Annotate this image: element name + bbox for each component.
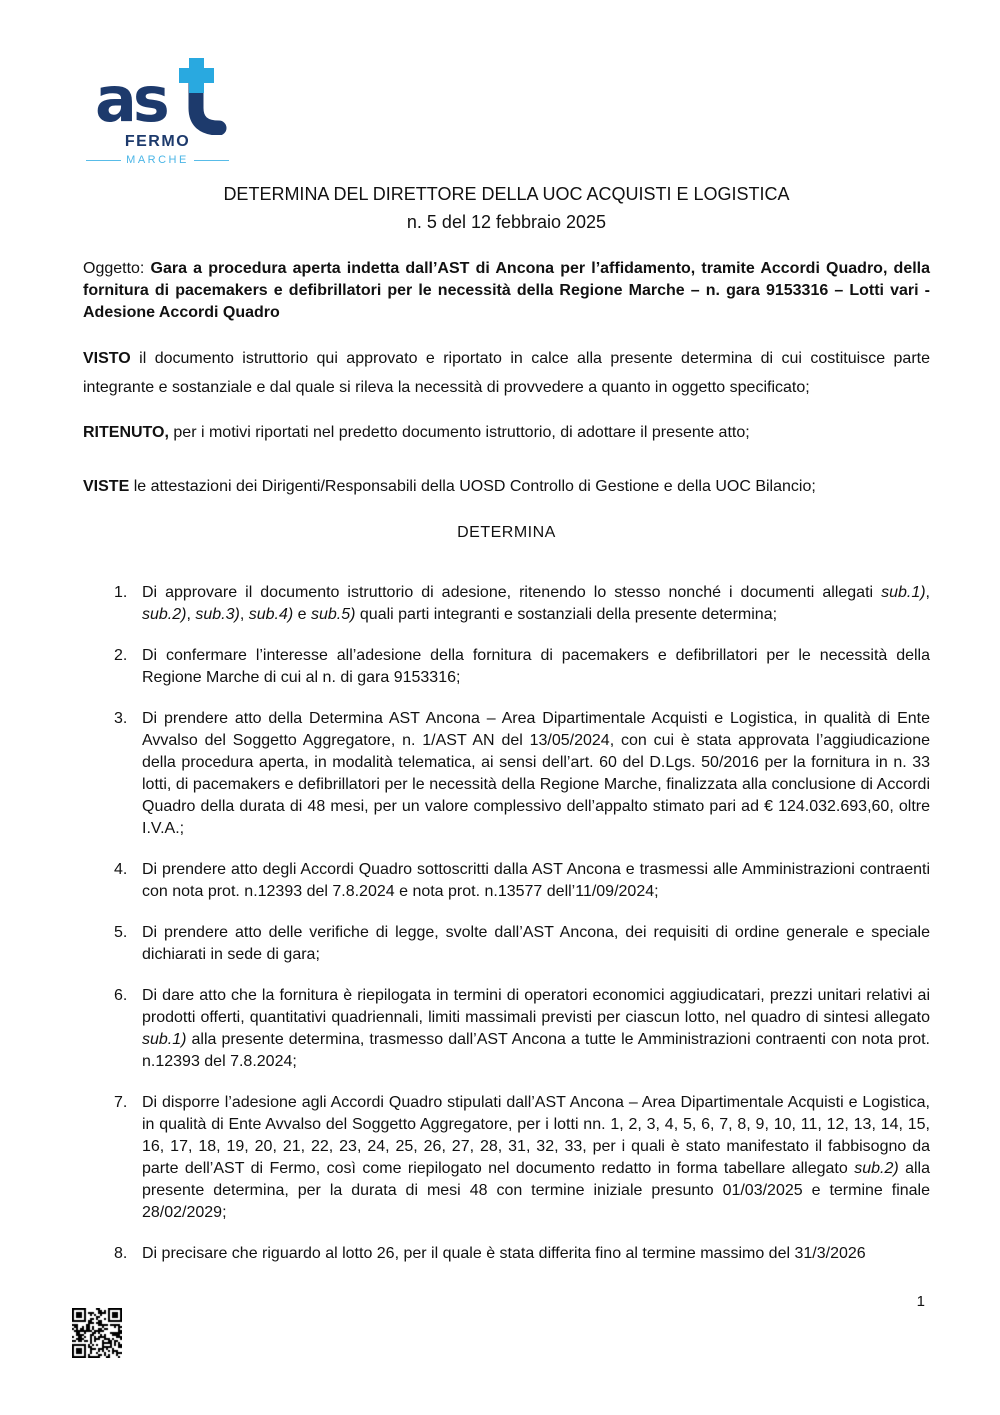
- item-text-part-italic: sub.5): [310, 606, 356, 623]
- document-title-block: [83, 180, 930, 236]
- list-item-1-number: 1.: [114, 584, 128, 601]
- list-item-4-number: 4.: [114, 861, 128, 878]
- document-number: n. 5 del 12 febbraio 2025: [406, 212, 607, 232]
- item-text-part: Di confermare l’interesse all’adesione della fornitura di pacemakers e defibrillatori per le necessità della Regione Marche di cui al n. di gara 9153316;: [142, 647, 930, 686]
- logo-region-row: [86, 154, 229, 166]
- recital-visto: [83, 344, 930, 402]
- item-text-part-italic: sub.1): [881, 584, 926, 601]
- list-item-6-number: 6.: [114, 987, 128, 1004]
- logo-rule-left: [86, 160, 121, 161]
- document-title: DETERMINA DEL DIRETTORE DELLA UOC ACQUISTI E LOGISTICA: [223, 184, 790, 204]
- list-item-6-text: [142, 985, 930, 1073]
- subject-paragraph: [83, 258, 930, 324]
- list-item-3-text: [142, 708, 930, 840]
- item-text-part: Di disporre l’adesione agli Accordi Quadro stipulati dall’AST Ancona – Area Dipartimentale Acquisti e Logistica, in qualità di Ente Avvalso del Soggetto Aggregatore, per i lotti nn. 1, 2, 3, 4, 5, 6, 7, 8, 9, 10, 11, 12, 13, 14, 15, 16, 17, 18, 19, 20, 21, 22, 23, 24, 25, 26, 27, 28, 31, 32, 33, per i quali è stato manifestato il fabbisogno da parte dell’AST di Fermo, così come riepilogato nel documento redatto in forma tabellare allegato: [142, 1094, 930, 1177]
- recital-visto-text: il documento istruttorio qui approvato e riportato in calce alla presente determina di cui costituisce parte integrante e sostanziale e dal quale si rileva la necessità di provvedere a quanto in oggetto specificato;: [83, 350, 930, 396]
- subject-text: Gara a procedura aperta indetta dall’AST di Ancona per l’affidamento, tramite Accordi Quadro, della fornitura di pacemakers e defibrillatori per le necessità della Regione Marche – n. gara 9153316 – Lotti vari - Adesione Accordi Quadro: [83, 260, 931, 321]
- item-text-part: ,: [186, 606, 196, 623]
- list-item-7-text: [142, 1092, 930, 1224]
- qr-code-icon: [72, 1308, 122, 1358]
- list-item-4-text: [142, 859, 930, 903]
- item-text-part-italic: sub.4): [248, 606, 294, 623]
- list-item-5: [83, 922, 930, 966]
- list-item-5-text: [142, 922, 930, 966]
- recital-viste-text: le attestazioni dei Dirigenti/Responsabili della UOSD Controllo di Gestione e della UOC Bilancio;: [133, 478, 816, 495]
- ast-logo-icon: [95, 55, 230, 135]
- list-item-1: [83, 582, 930, 626]
- item-text-part: ,: [925, 584, 930, 601]
- ast-fermo-logo: [95, 55, 285, 166]
- subject-label: Oggetto:: [83, 260, 145, 277]
- list-item-7-number: 7.: [114, 1094, 128, 1111]
- determina-heading: DETERMINA: [457, 524, 556, 541]
- item-text-part: ,: [239, 606, 249, 623]
- logo-plus-horizontal: [179, 68, 214, 83]
- list-item-2-text: [142, 645, 930, 689]
- page-number: 1: [916, 1293, 925, 1310]
- recital-viste: [83, 472, 930, 501]
- determina-items-list: [83, 582, 930, 1265]
- recital-ritenuto: [83, 418, 930, 447]
- list-item-3: [83, 708, 930, 840]
- logo-region-label: MARCHE: [126, 154, 189, 166]
- item-text-part-italic: sub.1): [142, 1031, 187, 1048]
- item-text-part: Di prendere atto delle verifiche di legge, svolte dall’AST Ancona, dei requisiti di ordine generale e speciale dichiarati in sede di gara;: [142, 924, 930, 963]
- list-item-2-number: 2.: [114, 647, 128, 664]
- list-item-8-number: 8.: [114, 1245, 128, 1262]
- list-item-3-number: 3.: [114, 710, 128, 727]
- list-item-6: [83, 985, 930, 1073]
- logo-rule-right: [194, 160, 229, 161]
- recital-visto-lead: VISTO: [83, 350, 131, 367]
- item-text-part: Di approvare il documento istruttorio di adesione, ritenendo lo stesso nonché i documenti allegati: [142, 584, 882, 601]
- recital-ritenuto-text: per i motivi riportati nel predetto documento istruttorio, di adottare il presente atto;: [173, 424, 750, 441]
- item-text-part-italic: sub.2): [854, 1160, 899, 1177]
- recital-ritenuto-lead: RITENUTO,: [83, 424, 169, 441]
- list-item-7: [83, 1092, 930, 1224]
- item-text-part: alla presente determina, per la durata di mesi 48 con termine iniziale presunto 01/03/2025 e termine finale 28/02/2029;: [142, 1160, 931, 1221]
- list-item-8: [83, 1243, 930, 1265]
- item-text-part: quali parti integranti e sostanziali della presente determina;: [355, 606, 778, 623]
- item-text-part-italic: sub.3): [195, 606, 240, 623]
- list-item-5-number: 5.: [114, 924, 128, 941]
- logo-brand-prefix: as: [95, 63, 166, 135]
- logo-location-label: FERMO: [124, 133, 191, 150]
- item-text-part: Di prendere atto della Determina AST Ancona – Area Dipartimentale Acquisti e Logistica, in qualità di Ente Avvalso del Soggetto Aggregatore, n. 1/AST AN del 13/05/2024, con cui è stata approvata l’aggiudicazione della procedura aperta, in modalità telematica, ai sensi dell’art. 60 del D.Lgs. 50/2016 per la fornitura in n. 33 lotti, di pacemakers e defibrillatori per le necessità della Regione Marche, finalizzata alla conclusione di Accordi Quadro della durata di 48 mesi, per un valore complessivo dell’appalto stimato pari ad € 124.032.693,60, oltre I.V.A.;: [142, 710, 930, 837]
- list-item-1-text: [142, 582, 930, 626]
- item-text-part: Di dare atto che la fornitura è riepilogata in termini di operatori economici aggiudicatari, prezzi unitari relativi ai prodotti offerti, quantitativi quadriennali, limiti massimali previsti per ciascun lotto, nel quadro di sintesi allegato: [142, 987, 930, 1026]
- item-text-part: e: [293, 606, 311, 623]
- list-item-8-text: [142, 1243, 930, 1265]
- recital-viste-lead: VISTE: [83, 478, 130, 495]
- list-item-2: [83, 645, 930, 689]
- item-text-part: Di precisare che riguardo al lotto 26, per il quale è stata differita fino al termine massimo del 31/3/2026: [142, 1245, 866, 1262]
- item-text-part-italic: sub.2): [142, 606, 187, 623]
- item-text-part: alla presente determina, trasmesso dall’AST Ancona a tutte le Amministrazioni contraenti con nota prot. n.12393 del 7.8.2024;: [142, 1031, 930, 1070]
- list-item-4: [83, 859, 930, 903]
- item-text-part: Di prendere atto degli Accordi Quadro sottoscritti dalla AST Ancona e trasmessi alle Amministrazioni contraenti con nota prot. n.12393 del 7.8.2024 e nota prot. n.13577 dell’11/09/2024;: [142, 861, 930, 900]
